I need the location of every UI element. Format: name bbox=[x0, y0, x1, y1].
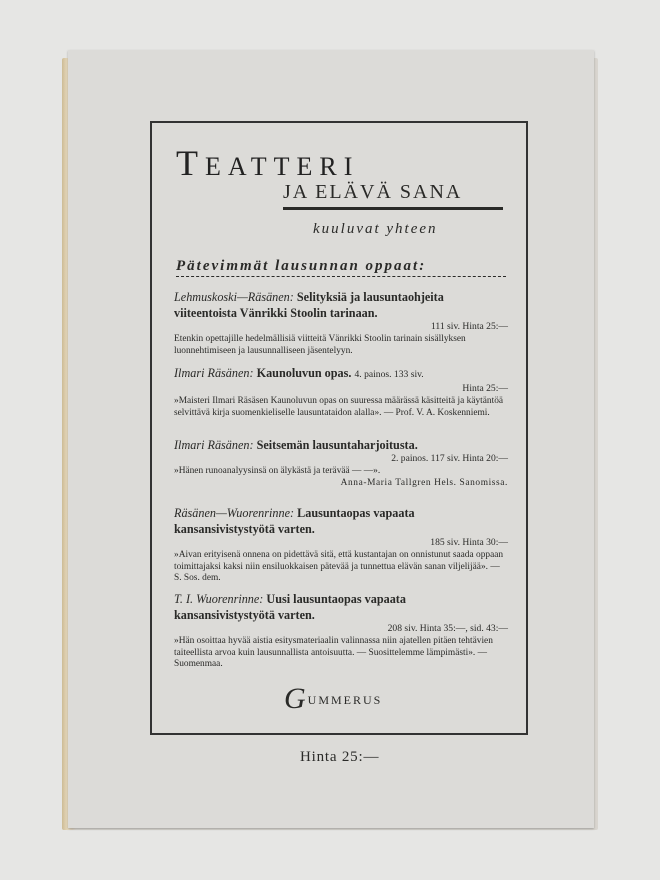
book-meta: 111 siv. Hinta 25:— bbox=[430, 321, 508, 332]
book-heading: Ilmari Räsänen: Kaunoluvun opas. 4. painos. 133 siv. bbox=[174, 366, 424, 380]
book-entry bbox=[174, 437, 508, 489]
book-heading: Lehmuskoski—Räsänen: Selityksiä ja lausuntaohjeita viiteentoista Vänrikki Stoolin tarinaan. bbox=[174, 290, 444, 320]
book-entry bbox=[174, 365, 508, 419]
book-heading: Ilmari Räsänen: Seitsemän lausuntaharjoitusta. bbox=[174, 438, 418, 452]
review-source: Anna-Maria Tallgren Hels. Sanomissa. bbox=[340, 477, 508, 488]
book-entry bbox=[174, 289, 508, 357]
book-meta: 208 siv. Hinta 35:—, sid. 43:— bbox=[387, 623, 508, 634]
section-heading: Pätevimmät lausunnan oppaat: bbox=[176, 258, 427, 274]
book-heading: T. I. Wuorenrinne: Uusi lausuntaopas vapaata kansansivistystyötä varten. bbox=[174, 592, 406, 622]
book-review: »Hänen runoanalyysinsä on älykästä ja terävää — —». Anna-Maria Tallgren Hels. Sanomissa. bbox=[174, 466, 508, 488]
book-meta: 185 siv. Hinta 30:— bbox=[430, 537, 508, 548]
subtitle-underline bbox=[283, 207, 503, 210]
subtitle-ja-elava-sana: JA ELÄVÄ SANA bbox=[283, 181, 463, 203]
tagline: kuuluvat yhteen bbox=[313, 221, 438, 237]
title-teatteri: TEATTERI bbox=[176, 143, 360, 183]
book-entry bbox=[174, 505, 508, 585]
cover-price: Hinta 25:— bbox=[300, 749, 380, 765]
book-entry bbox=[174, 591, 508, 671]
book-review: »Maisteri Ilmari Räsäsen Kaunoluvun opas on suuressa määrässä käsitteitä ja käytäntöä selvittävä kirja suomenkieliselle lausuntataidon alalla». — Prof. V. A. Koskenniemi. bbox=[174, 396, 504, 418]
book-review: »Aivan erityisenä onnena on pidettävä sitä, että kustantajan on onnistunut saada oppaan toimittajaksi kaksi niin ensiluokkaisen pätevää ja tunnettua elävän sanan viljelijää». — S. Sos. dem. bbox=[174, 550, 504, 583]
book-meta: Hinta 25:— bbox=[462, 383, 508, 394]
book-review: »Hän osoittaa hyvää aistia esitysmateriaalin valinnassa niin ajatellen pitäen tehtävien taiteellista arvoa kuin lausunnallista antoisuutta. — Suosittelemme lämpimästi». — Suomenmaa. bbox=[174, 636, 493, 669]
section-divider bbox=[176, 276, 506, 277]
book-meta: 2. painos. 117 siv. Hinta 20:— bbox=[391, 453, 508, 464]
book-heading: Räsänen—Wuorenrinne: Lausuntaopas vapaata kansansivistystyötä varten. bbox=[174, 506, 415, 536]
book-review: Etenkin opettajille hedelmällisiä viitteitä Vänrikki Stoolin tarinain sisällyksen luonnehtimiseen ja lausunnalliseen jäsentelyyn. bbox=[174, 334, 466, 356]
publisher-logo: GUMMERUS bbox=[284, 682, 383, 715]
